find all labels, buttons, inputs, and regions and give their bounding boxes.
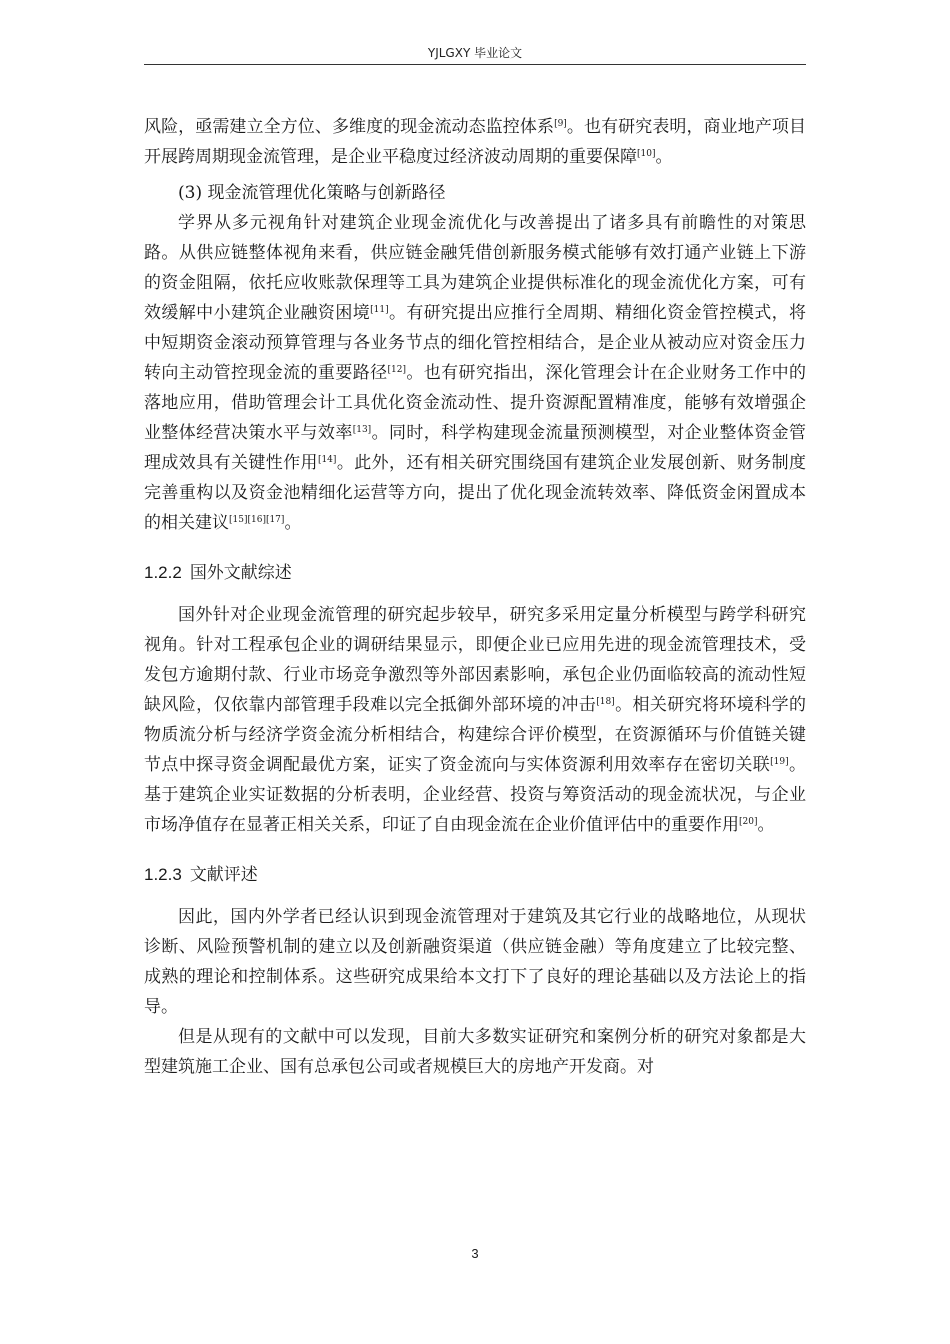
paragraph-strategies <box>144 208 806 538</box>
header-divider <box>144 64 806 65</box>
text-run: 。也有研究指出，深化管理会计在企业财务工作中的落地应用，借助管理会计工具优化资金流动性、提升资源配置精准度，能够有效增强企业整体经营决策水平与效率 <box>144 363 807 443</box>
section-title: 国外文献综述 <box>189 563 292 583</box>
text-run: 。 <box>757 815 775 835</box>
paragraph-review-summary: 因此，国内外学者已经认识到现金流管理对于建筑及其它行业的战略地位，从现状诊断、风险预警机制的建立以及创新融资渠道（供应链金融）等角度建立了比较完整、成熟的理论和控制体系。这些研究成果给本文打下了良好的理论基础以及方法论上的指导。 <box>144 907 806 1017</box>
section-heading-literature-review <box>144 860 806 890</box>
section-title: 文献评述 <box>189 865 258 885</box>
text-run: 。基于建筑企业实证数据的分析表明，企业经营、投资与筹资活动的现金流状况，与企业市场净值存在显著正相关关系，印证了自由现金流在企业价值评估中的重要作用 <box>144 755 807 835</box>
section-number: 1.2.3 <box>144 865 182 884</box>
citation-ref: [9] <box>554 119 567 129</box>
section-heading-foreign-literature <box>144 558 806 588</box>
text-run: 。 <box>284 513 302 533</box>
subsection-heading: (3) 现金流管理优化策略与创新路径 <box>178 183 446 203</box>
paragraph-review-gap: 但是从现有的文献中可以发现，目前大多数实证研究和案例分析的研究对象都是大型建筑施工企业、国有总承包公司或者规模巨大的房地产开发商。对 <box>144 1027 806 1077</box>
text-run: 。相关研究将环境科学的物质流分析与经济学资金流分析相结合，构建综合评价模型，在资源循环与价值链关键节点中探寻资金调配最优方案，证实了资金流向与实体资源利用效率存在密切关联 <box>144 695 807 775</box>
section-number: 1.2.2 <box>144 563 182 582</box>
page-number: 3 <box>471 1246 479 1261</box>
text-run: 学界从多元视角针对建筑企业现金流优化与改善提出了诸多具有前瞻性的对策思路。从供应链整体视角来看，供应链金融凭借创新服务模式能够有效打通产业链上下游的资金阻隔，依托应收账款保理等工具为建筑企业提供标准化的现金流优化方案，可有效缓解中小建筑企业融资困境 <box>144 213 806 323</box>
text-run: 。也有研究表明，商业地产项目开展跨周期现金流管理，是企业平稳度过经济波动周期的重要保障 <box>144 117 807 167</box>
text-run: 。有研究提出应推行全周期、精细化资金管控模式，将中短期资金滚动预算管理与各业务节点的细化管控相结合，是企业从被动应对资金压力转向主动管控现金流的重要路径 <box>144 303 807 383</box>
citation-ref: [12] <box>387 365 406 375</box>
citation-ref: [13] <box>352 425 372 435</box>
citation-ref: [19] <box>770 757 789 767</box>
citation-ref: [10] <box>637 149 656 159</box>
page-header: YJLGXY 毕业论文 <box>427 46 523 60</box>
citation-ref: [20] <box>739 817 758 827</box>
citation-ref: [18] <box>596 697 615 707</box>
text-run: 。 <box>655 147 673 167</box>
document-body <box>144 112 806 1082</box>
paragraph-foreign-review <box>144 600 806 840</box>
text-run: 。此外，还有相关研究围绕国有建筑企业发展创新、财务制度完善重构以及资金池精细化运营等方向，提出了优化现金流转效率、降低资金闲置成本的相关建议 <box>144 453 807 533</box>
paragraph-continuation <box>144 112 806 172</box>
text-run: 风险，亟需建立全方位、多维度的现金流动态监控体系 <box>144 117 555 137</box>
citation-ref: [15][16][17] <box>229 515 285 525</box>
text-run: 。同时，科学构建现金流量预测模型，对企业整体资金管理成效具有关键性作用 <box>144 423 807 473</box>
citation-ref: [11] <box>370 305 389 315</box>
text-run: 国外针对企业现金流管理的研究起步较早，研究多采用定量分析模型与跨学科研究视角。针对工程承包企业的调研结果显示，即便企业已应用先进的现金流管理技术，受发包方逾期付款、行业市场竞争激烈等外部因素影响，承包企业仍面临较高的流动性短缺风险，仅依靠内部管理手段难以完全抵御外部环境的冲击 <box>144 605 806 715</box>
citation-ref: [14] <box>317 455 337 465</box>
